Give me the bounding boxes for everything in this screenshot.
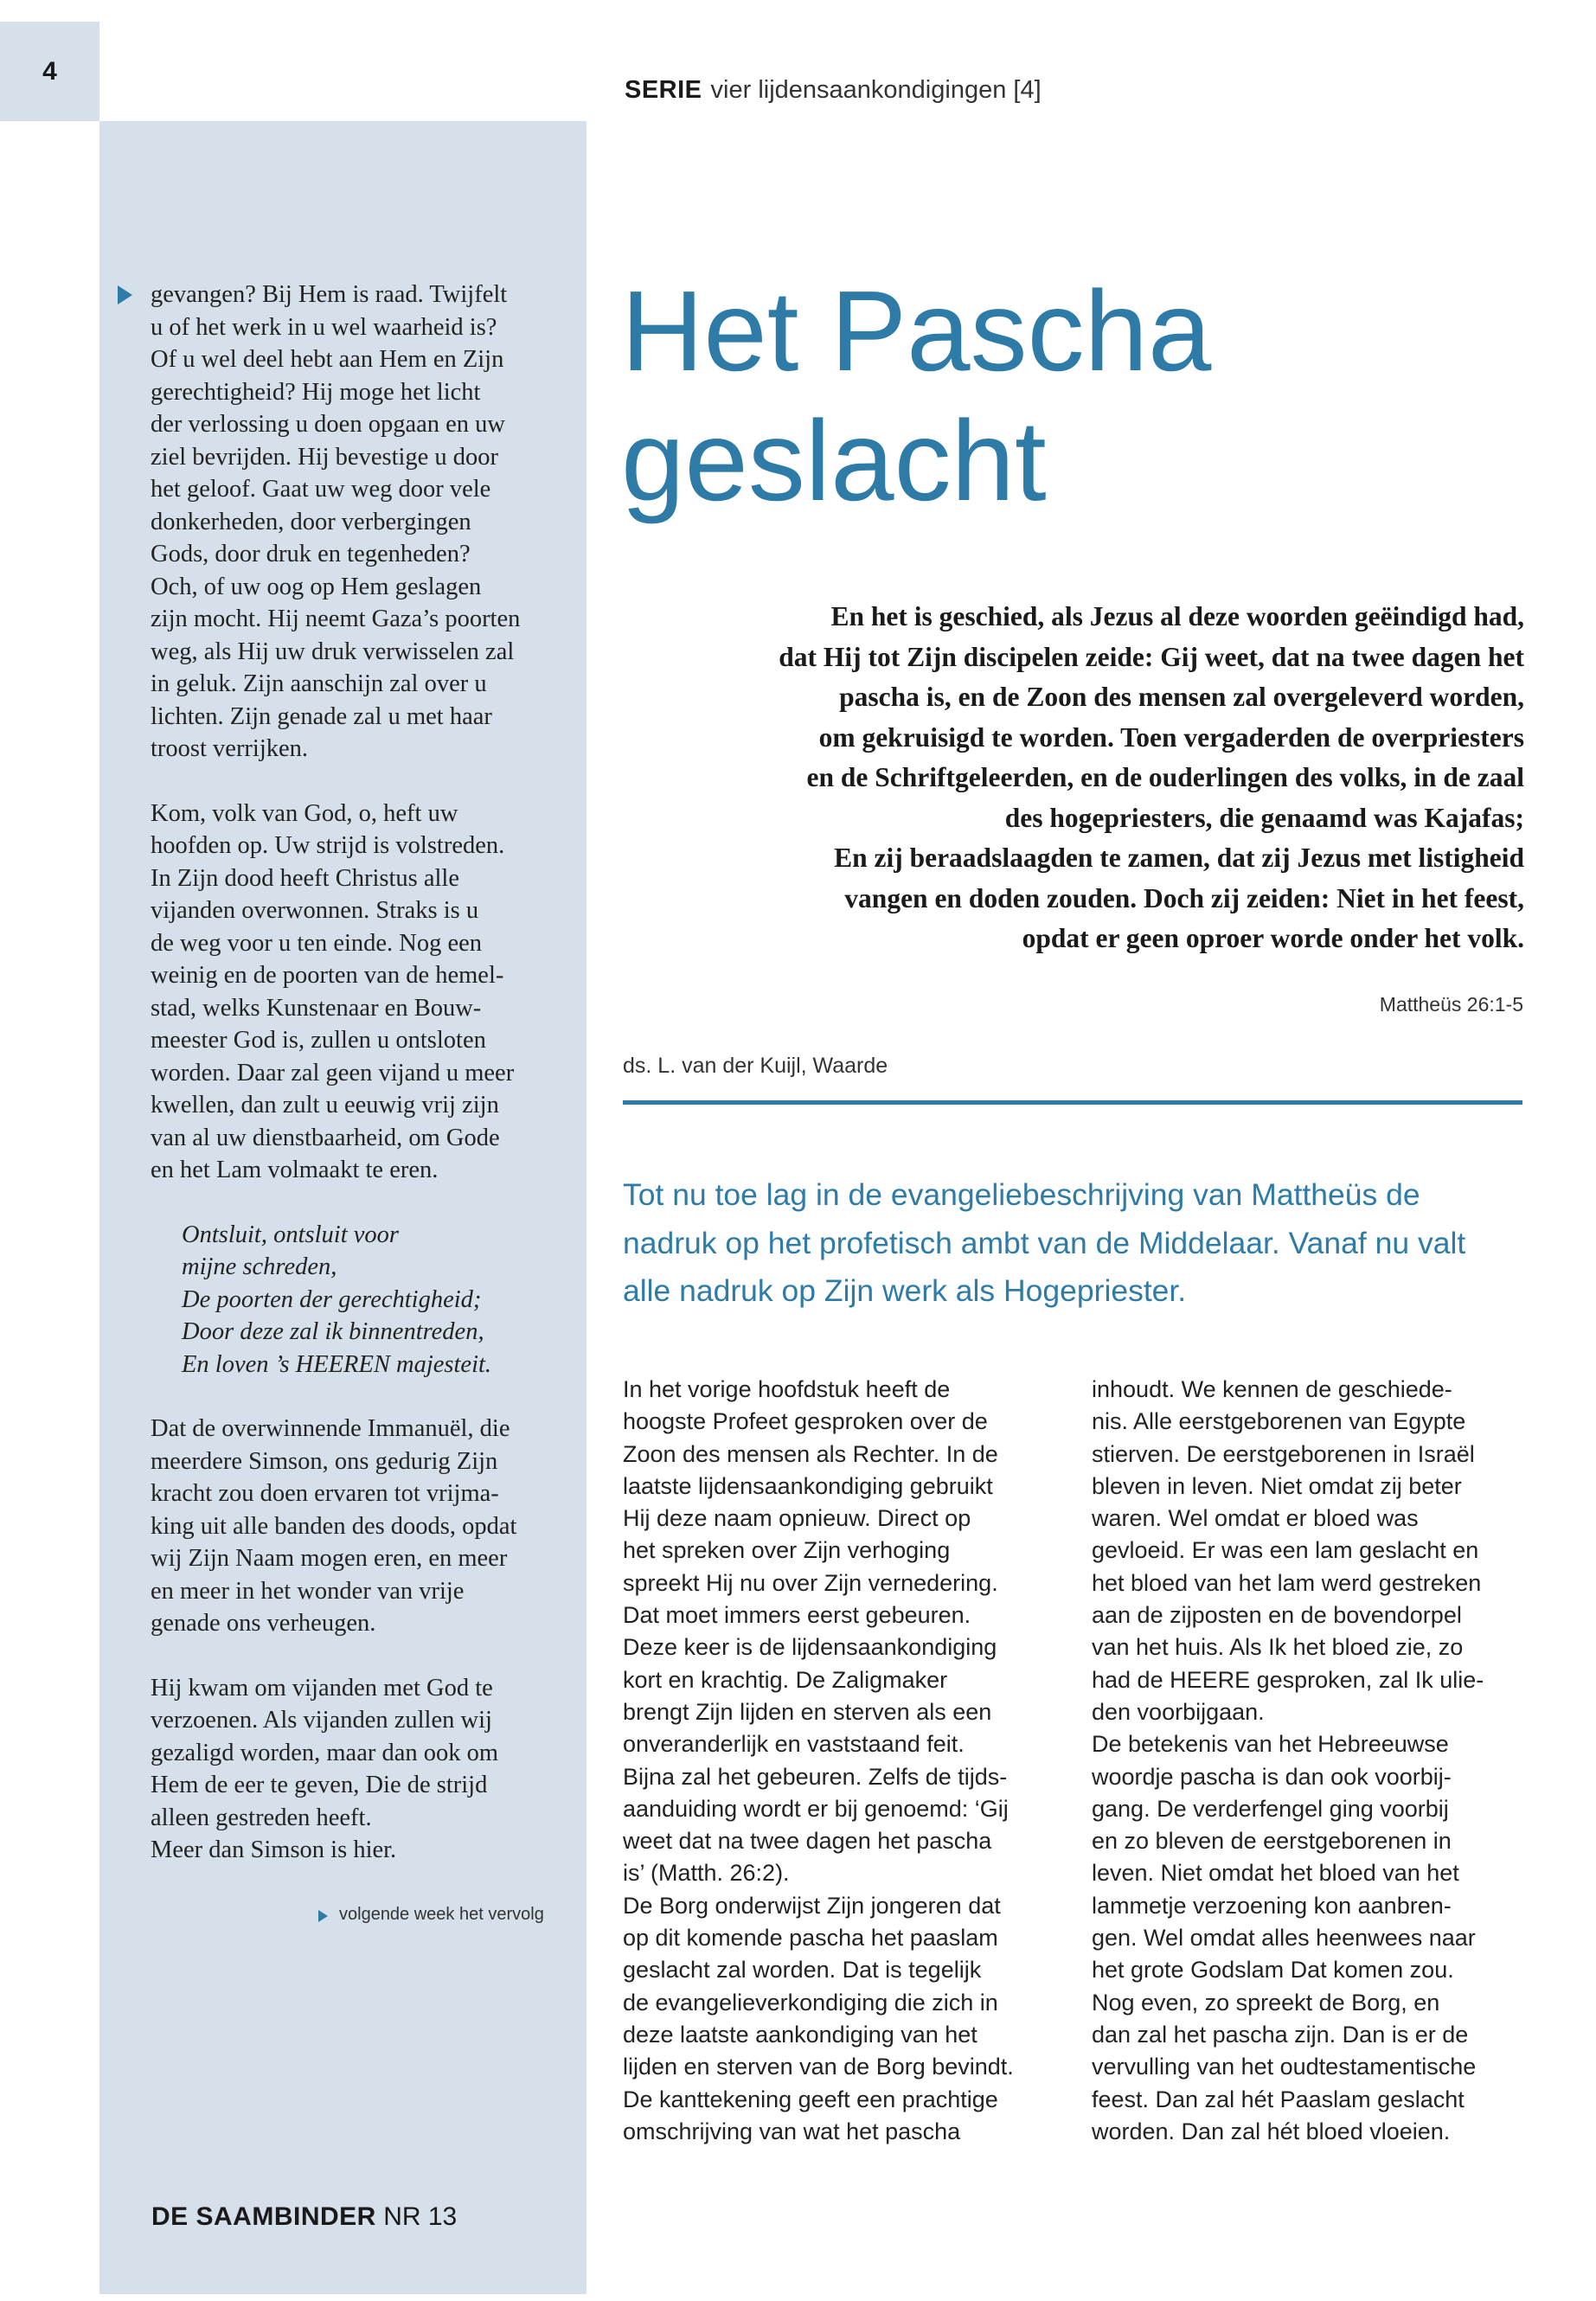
body-text-line: worden. Dan zal hét bloed vloeien. <box>1092 2118 1451 2144</box>
sidebar-text-line: en meer in het wonder van vrije <box>151 1577 465 1605</box>
body-text-line: het grote Godslam Dat komen zou. <box>1092 1957 1454 1984</box>
quote-reference: Mattheüs 26:1-5 <box>1379 993 1523 1016</box>
next-week-note: volgende week het vervolg <box>339 1905 544 1924</box>
quote-line: en de Schriftgeleerden, en de ouderlingen des volks, in de zaal <box>806 762 1524 792</box>
sidebar-text-line: Of u wel deel hebt aan Hem en Zijn <box>151 346 504 373</box>
sidebar-text-line: de weg voor u ten einde. Nog een <box>151 929 483 957</box>
next-week-arrow-icon <box>318 1910 328 1922</box>
quote-line: vangen en doden zouden. Doch zij zeiden: Niet in het feest, <box>844 882 1524 913</box>
sidebar-text-line: kwellen, dan zult u eeuwig vrij zijn <box>151 1092 499 1118</box>
sidebar-text-line: weinig en de poorten van de hemel- <box>151 962 504 989</box>
series-label: SERIE <box>625 76 702 104</box>
body-text-line: geslacht zal worden. Dat is tegelijk <box>623 1957 982 1984</box>
sidebar-text-line: zijn mocht. Hij neemt Gaza’s poorten <box>151 606 521 632</box>
article-title <box>621 266 1529 526</box>
sidebar-paragraph-1 <box>151 279 571 766</box>
sidebar-text-line: king uit alle banden des doods, opdat <box>151 1512 517 1540</box>
sidebar-text-line: worden. Daar zal geen vijand u meer <box>151 1059 515 1086</box>
sidebar-text <box>151 279 571 1867</box>
body-text-line: den voorbijgaan. <box>1092 1698 1265 1725</box>
body-text-line: feest. Dan zal hét Paaslam geslacht <box>1092 2086 1465 2112</box>
sidebar-text-line: het geloof. Gaat uw weg door vele <box>151 476 491 503</box>
sidebar-poem <box>182 1219 571 1381</box>
poem-line: En loven ’s HEEREN majesteit. <box>182 1350 492 1378</box>
series-header <box>625 76 1042 105</box>
sidebar-text-line: In Zijn dood heeft Christus alle <box>151 864 459 892</box>
intro-line: Tot nu toe lag in de evangeliebeschrijving van Mattheüs de <box>623 1177 1420 1212</box>
quote-line: dat Hij tot Zijn discipelen zeide: Gij weet, dat na twee dagen het <box>779 641 1524 672</box>
quote-line: pascha is, en de Zoon des mensen zal overgeleverd worden, <box>839 682 1524 712</box>
sidebar-text-line: Dat de overwinnende Immanuël, die <box>151 1415 510 1442</box>
body-text-line: stierven. De eerstgeborenen in Israël <box>1092 1440 1475 1467</box>
body-text-line: De betekenis van het Hebreeuwse <box>1092 1731 1449 1758</box>
scripture-quote <box>625 597 1524 959</box>
sidebar-text-line: gevangen? Bij Hem is raad. Twijfelt <box>151 281 508 308</box>
body-text-line: gen. Wel omdat alles heenwees naar <box>1092 1925 1476 1952</box>
body-text-line: gang. De verderfengel ging voorbij <box>1092 1795 1449 1822</box>
body-text-line: spreekt Hij nu over Zijn vernedering. <box>623 1569 998 1596</box>
body-text-line: en zo bleven de eerstgeborenen in <box>1092 1828 1452 1855</box>
body-text-line: Bijna zal het gebeuren. Zelfs de tijds- <box>623 1763 1008 1790</box>
body-text-line: brengt Zijn lijden en sterven als een <box>623 1698 992 1725</box>
sidebar-paragraph-3 <box>151 1413 571 1640</box>
divider-rule <box>623 1100 1522 1105</box>
body-text-line: inhoudt. We kennen de geschiede- <box>1092 1376 1452 1402</box>
sidebar-text-line: troost verrijken. <box>151 735 309 762</box>
sidebar-text-line: hoofden op. Uw strijd is volstreden. <box>151 832 505 859</box>
body-text-line: Zoon des mensen als Rechter. In de <box>623 1440 998 1467</box>
body-text-line: In het vorige hoofdstuk heeft de <box>623 1376 951 1402</box>
body-text-line: deze laatste aankondiging van het <box>623 2021 977 2048</box>
body-text-line: omschrijving van wat het pascha <box>623 2118 961 2144</box>
poem-line: mijne schreden, <box>182 1253 337 1280</box>
body-text-line: nis. Alle eerstgeborenen van Egypte <box>1092 1408 1466 1435</box>
body-text-line: waren. Wel omdat er bloed was <box>1092 1505 1419 1532</box>
body-text-line: vervulling van het oudtestamentische <box>1092 2054 1477 2080</box>
footer-magazine <box>151 2202 457 2232</box>
poem-line: De poorten der gerechtigheid; <box>182 1285 482 1313</box>
sidebar-text-line: verzoenen. Als vijanden zullen wij <box>151 1707 492 1734</box>
body-text-line: is’ (Matth. 26:2). <box>623 1860 790 1887</box>
poem-line: Ontsluit, ontsluit voor <box>182 1221 399 1248</box>
body-text-line: onveranderlijk en vaststaand feit. <box>623 1731 965 1758</box>
body-text-line: hoogste Profeet gesproken over de <box>623 1408 988 1435</box>
body-text-line: aanduiding wordt er bij genoemd: ‘Gij <box>623 1795 1009 1822</box>
body-text-line: woordje pascha is dan ook voorbij- <box>1092 1763 1452 1790</box>
sidebar-text-line: alleen gestreden heeft. <box>151 1804 372 1831</box>
body-text-line: Deze keer is de lijdensaankondiging <box>623 1634 997 1661</box>
body-text-line: gevloeid. Er was een lam geslacht en <box>1092 1537 1479 1564</box>
body-text-line: lammetje verzoening kon aanbren- <box>1092 1892 1452 1919</box>
sidebar-text-line: meerdere Simson, ons gedurig Zijn <box>151 1447 498 1475</box>
body-text-line: het bloed van het lam werd gestreken <box>1092 1569 1482 1596</box>
body-text-line: Dat moet immers eerst gebeuren. <box>623 1602 971 1629</box>
body-text-line: De Borg onderwijst Zijn jongeren dat <box>623 1892 1001 1919</box>
sidebar-text-line: weg, als Hij uw druk verwisselen zal <box>151 638 515 665</box>
body-text-line: had de HEERE gesproken, zal Ik ulie- <box>1092 1666 1484 1693</box>
body-text-line: aan de zijposten en de bovendorpel <box>1092 1602 1462 1629</box>
sidebar-text-line: in geluk. Zijn aanschijn zal over u <box>151 670 487 697</box>
sidebar-text-line: ziel bevrijden. Hij bevestige u door <box>151 443 499 471</box>
sidebar-text-line: Kom, volk van God, o, heft uw <box>151 799 458 827</box>
sidebar-text-line: Hem de eer te geven, Die de strijd <box>151 1772 488 1798</box>
body-text-line: laatste lijdensaankondiging gebruikt <box>623 1472 993 1499</box>
intro-line: nadruk op het profetisch ambt van de Middelaar. Vanaf nu valt <box>623 1225 1466 1260</box>
body-column-left <box>623 1374 1064 2148</box>
body-text-line: Hij deze naam opnieuw. Direct op <box>623 1505 971 1532</box>
sidebar-text-line: Gods, door druk en tegenheden? <box>151 541 471 567</box>
sidebar-text-line: der verlossing u doen opgaan en uw <box>151 411 505 438</box>
intro-line: alle nadruk op Zijn werk als Hogepriester. <box>623 1273 1187 1308</box>
body-text-line: de evangelieverkondiging die zich in <box>623 1989 998 2016</box>
sidebar-text-line: Hij kwam om vijanden met God te <box>151 1674 493 1702</box>
quote-line: opdat er geen oproer worde onder het volk. <box>1022 923 1524 953</box>
magazine-name: DE SAAMBINDER <box>151 2202 376 2231</box>
sidebar-text-line: stad, welks Kunstenaar en Bouw- <box>151 994 482 1022</box>
body-text-line: bleven in leven. Niet omdat zij beter <box>1092 1472 1462 1499</box>
quote-line: om gekruisigd te worden. Toen vergaderden de overpriesters <box>818 721 1524 753</box>
sidebar-paragraph-4 <box>151 1672 571 1867</box>
sidebar-text-line: van al uw dienstbaarheid, om Gode <box>151 1124 500 1151</box>
body-text-line: op dit komende pascha het paaslam <box>623 1925 998 1952</box>
sidebar-text-line: meester God is, zullen u ontsloten <box>151 1027 486 1054</box>
article-intro <box>623 1171 1540 1316</box>
sidebar-text-line: wij Zijn Naam mogen eren, en meer <box>151 1545 508 1572</box>
sidebar-text-line: Meer dan Simson is hier. <box>151 1836 397 1863</box>
sidebar-text-line: en het Lam volmaakt te eren. <box>151 1157 439 1183</box>
body-text-line: dan zal het pascha zijn. Dan is er de <box>1092 2021 1469 2048</box>
page-number-box <box>0 22 99 121</box>
quote-line: des hogepriesters, die genaamd was Kajafas; <box>1004 802 1524 833</box>
author-line: ds. L. van der Kuijl, Waarde <box>623 1054 888 1078</box>
body-text-line: het spreken over Zijn verhoging <box>623 1537 951 1564</box>
sidebar-paragraph-2 <box>151 798 571 1187</box>
sidebar-text-line: kracht zou doen ervaren tot vrijma- <box>151 1480 499 1507</box>
poem-line: Door deze zal ik binnentreden, <box>182 1318 484 1345</box>
title-line-2: geslacht <box>621 397 1047 524</box>
sidebar-text-line: gezaligd worden, maar dan ook om <box>151 1739 499 1766</box>
sidebar-text-line: vijanden overwonnen. Straks is u <box>151 897 479 924</box>
body-text-line: lijden en sterven van de Borg bevindt. <box>623 2054 1014 2080</box>
quote-line: En zij beraadslaagden te zamen, dat zij Jezus met listigheid <box>834 843 1524 873</box>
body-text-line: De kanttekening geeft een prachtige <box>623 2086 998 2112</box>
sidebar-text-line: genade ons verheugen. <box>151 1610 376 1637</box>
body-text-line: van het huis. Als Ik het bloed zie, zo <box>1092 1634 1464 1661</box>
page-number: 4 <box>42 56 57 86</box>
body-text-line: kort en krachtig. De Zaligmaker <box>623 1666 948 1693</box>
sidebar-text-line: gerechtigheid? Hij moge het licht <box>151 378 481 406</box>
body-text-line: Nog even, zo spreekt de Borg, en <box>1092 1989 1440 2016</box>
body-column-right <box>1092 1374 1533 2148</box>
sidebar-text-line: Och, of uw oog op Hem geslagen <box>151 573 482 600</box>
series-title: vier lijdensaankondigingen [4] <box>710 76 1042 104</box>
body-text-line: leven. Niet omdat het bloed van het <box>1092 1860 1459 1887</box>
sidebar-text-line: donkerheden, door verbergingen <box>151 508 471 535</box>
sidebar-text-line: u of het werk in u wel waarheid is? <box>151 313 497 341</box>
title-line-1: Het Pascha <box>621 267 1212 394</box>
body-text-line: weet dat na twee dagen het pascha <box>623 1828 992 1855</box>
quote-line: En het is geschied, als Jezus al deze woorden geëindigd had, <box>830 601 1524 631</box>
sidebar-text-line: lichten. Zijn genade zal u met haar <box>151 702 492 730</box>
issue-number: NR 13 <box>383 2202 458 2231</box>
continuation-arrow-icon <box>118 285 132 304</box>
